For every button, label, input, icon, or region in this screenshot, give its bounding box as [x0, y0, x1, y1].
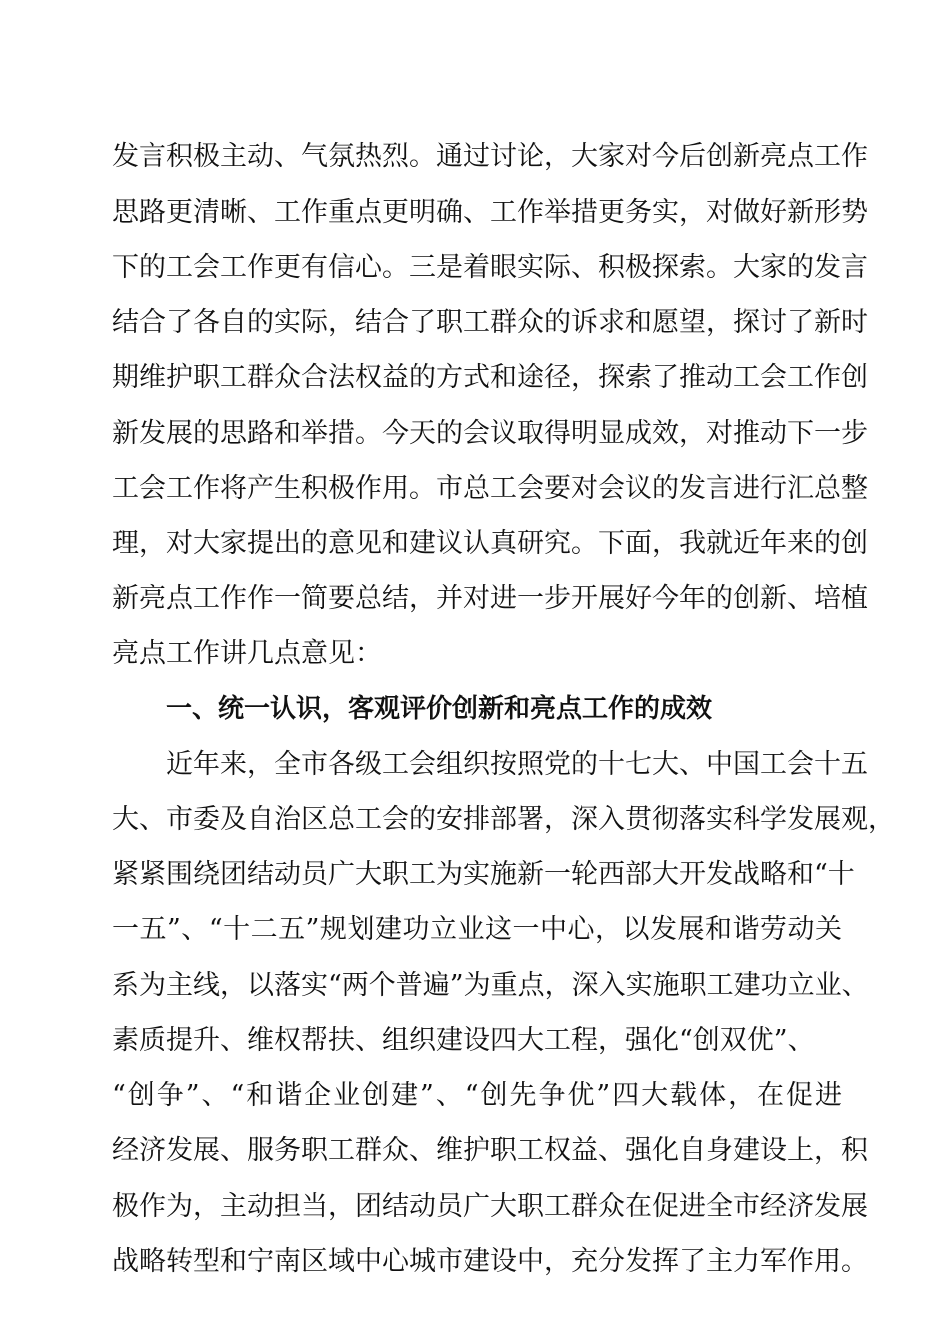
paragraph-line: 系为主线，以落实“两个普遍”为重点，深入实施职工建功立业、	[112, 970, 869, 1001]
paragraph-line: 亮点工作讲几点意见：	[112, 638, 382, 669]
paragraph-line: 理，对大家提出的意见和建议认真研究。下面，我就近年来的创	[112, 528, 868, 559]
paragraph-line: “创争”、“和谐企业创建”、“创先争优”四大载体，在促进	[112, 1080, 842, 1111]
paragraph-line: 大、市委及自治区总工会的安排部署，深入贯彻落实科学发展观，	[112, 804, 895, 835]
paragraph-line: 紧紧围绕团结动员广大职工为实施新一轮西部大开发战略和“十	[112, 859, 855, 890]
section-heading: 一、统一认识，客观评价创新和亮点工作的成效	[166, 694, 713, 724]
paragraph-line: 新发展的思路和举措。今天的会议取得明显成效，对推动下一步	[112, 418, 868, 449]
paragraph-line: 下的工会工作更有信心。三是着眼实际、积极探索。大家的发言	[112, 252, 868, 283]
paragraph-line: 一五”、“十二五”规划建功立业这一中心，以发展和谐劳动关	[112, 914, 842, 945]
paragraph-line: 极作为，主动担当，团结动员广大职工群众在促进全市经济发展	[112, 1191, 868, 1222]
paragraph-line: 经济发展、服务职工群众、维护职工权益、强化自身建设上，积	[112, 1135, 868, 1166]
paragraph-line: 近年来，全市各级工会组织按照党的十七大、中国工会十五	[166, 749, 868, 780]
paragraph-line: 发言积极主动、气氛热烈。通过讨论，大家对今后创新亮点工作	[112, 141, 868, 172]
paragraph-line: 素质提升、维权帮扶、组织建设四大工程，强化“创双优”、	[112, 1025, 815, 1056]
paragraph-line: 工会工作将产生积极作用。市总工会要对会议的发言进行汇总整	[112, 473, 868, 504]
paragraph-line: 期维护职工群众合法权益的方式和途径，探索了推动工会工作创	[112, 362, 868, 393]
paragraph-line: 战略转型和宁南区域中心城市建设中，充分发挥了主力军作用。	[112, 1246, 868, 1277]
paragraph-line: 思路更清晰、工作重点更明确、工作举措更务实，对做好新形势	[112, 197, 868, 228]
paragraph-line: 结合了各自的实际，结合了职工群众的诉求和愿望，探讨了新时	[112, 307, 868, 338]
paragraph-line: 新亮点工作作一简要总结，并对进一步开展好今年的创新、培植	[112, 583, 868, 614]
